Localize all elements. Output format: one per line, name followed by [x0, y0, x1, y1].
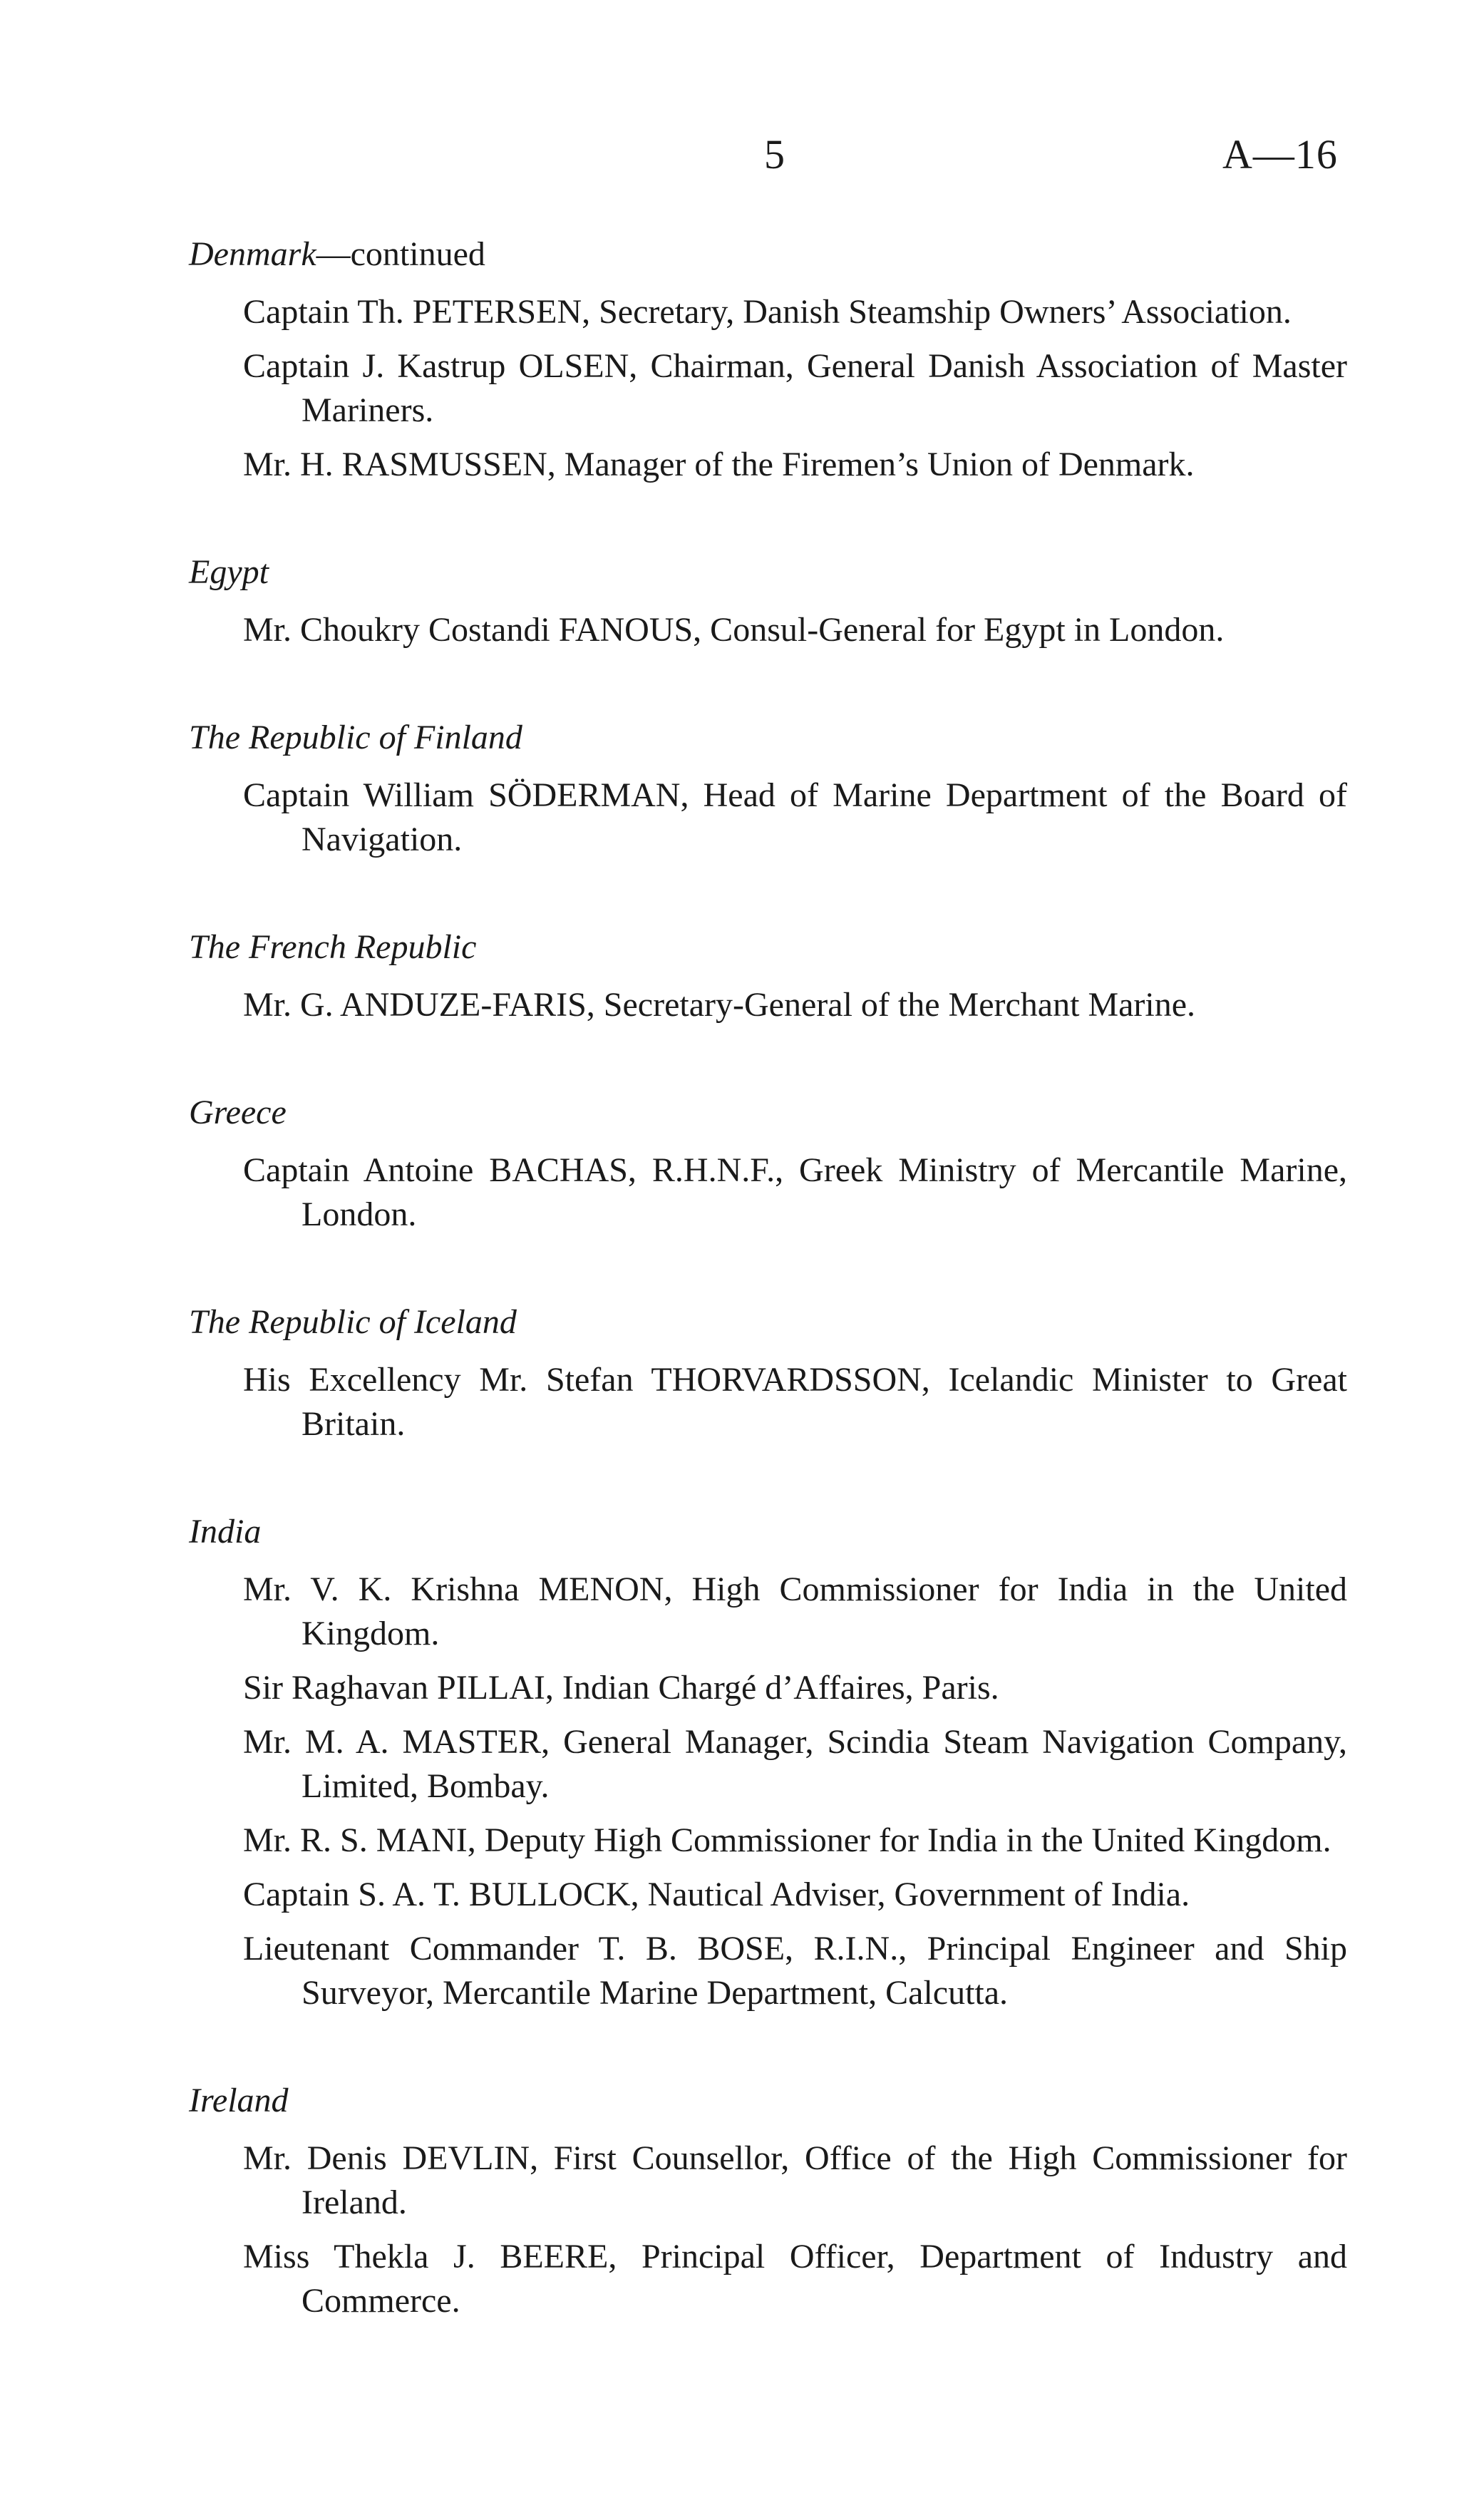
country-name: Denmark: [189, 235, 316, 273]
country-section: [189, 1509, 1347, 2015]
country-section: [189, 925, 1347, 1027]
country-heading: [189, 715, 1347, 761]
country-heading: [189, 1090, 1347, 1136]
continued-label: —continued: [316, 235, 485, 273]
delegate-entry: Mr. G. ANDUZE-FARIS, Secretary-General of the Merchant Marine.: [243, 986, 1196, 1024]
delegate-entry: Sir Raghavan PILLAI, Indian Chargé d’Affaires, Paris.: [243, 1669, 999, 1707]
country-section: [189, 2078, 1347, 2323]
document-reference: A—16: [1222, 131, 1338, 178]
delegate-entry: Captain Antoine BACHAS, R.H.N.F., Greek Ministry of Mercantile Marine, London.: [243, 1151, 1347, 1233]
country-heading: [189, 232, 1347, 277]
delegate-entry: Captain S. A. T. BULLOCK, Nautical Adviser, Government of India.: [243, 1876, 1190, 1913]
delegate-entry: Lieutenant Commander T. B. BOSE, R.I.N., Principal Engineer and Ship Surveyor, Mercantile Marine Department, Calcutta.: [243, 1930, 1347, 2012]
country-heading: [189, 550, 1347, 595]
delegate-entry: Mr. M. A. MASTER, General Manager, Scindia Steam Navigation Company, Limited, Bombay.: [243, 1723, 1347, 1805]
delegate-entry: Mr. R. S. MANI, Deputy High Commissioner for India in the United Kingdom.: [243, 1821, 1331, 1859]
delegate-entry: Mr. Denis DEVLIN, First Counsellor, Office of the High Commissioner for Ireland.: [243, 2139, 1347, 2221]
delegate-entry: Mr. Choukry Costandi FANOUS, Consul-General for Egypt in London.: [243, 611, 1225, 649]
country-section: [189, 1090, 1347, 1237]
country-name: The Republic of Finland: [189, 719, 522, 756]
country-section: [189, 550, 1347, 652]
delegate-entry: Mr. V. K. Krishna MENON, High Commissioner for India in the United Kingdom.: [243, 1570, 1347, 1652]
delegate-entry: Captain William SÖDERMAN, Head of Marine Department of the Board of Navigation.: [243, 776, 1347, 858]
delegate-entry: Captain J. Kastrup OLSEN, Chairman, General Danish Association of Master Mariners.: [243, 347, 1347, 429]
page-number: 5: [764, 131, 785, 178]
country-name: Egypt: [189, 553, 269, 591]
country-name: India: [189, 1513, 262, 1550]
delegate-entry: His Excellency Mr. Stefan THORVARDSSON, Icelandic Minister to Great Britain.: [243, 1361, 1347, 1443]
delegate-entry: Mr. H. RASMUSSEN, Manager of the Firemen’s Union of Denmark.: [243, 446, 1195, 483]
country-section: [189, 1300, 1347, 1446]
country-heading: [189, 925, 1347, 970]
delegate-entry: Miss Thekla J. BEERE, Principal Officer, Department of Industry and Commerce.: [243, 2238, 1347, 2320]
country-heading: [189, 2078, 1347, 2124]
country-section: [189, 715, 1347, 862]
country-heading: [189, 1509, 1347, 1555]
country-name: The Republic of Iceland: [189, 1303, 517, 1341]
country-heading: [189, 1300, 1347, 1345]
country-name: Ireland: [189, 2082, 289, 2119]
country-name: Greece: [189, 1094, 287, 1131]
country-section: [189, 232, 1347, 487]
delegation-list: [189, 232, 1347, 2386]
country-name: The French Republic: [189, 928, 477, 966]
delegate-entry: Captain Th. PETERSEN, Secretary, Danish Steamship Owners’ Association.: [243, 293, 1292, 331]
